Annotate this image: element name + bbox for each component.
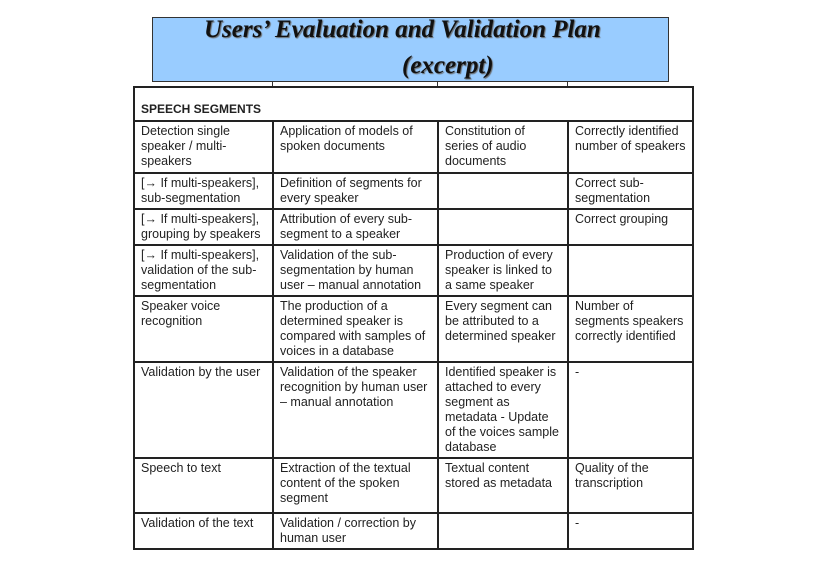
table-cell: [→ If multi-speakers], validation of the sub-segmentation: [134, 245, 273, 296]
table-row: [134, 513, 693, 549]
table-row: [134, 296, 693, 362]
table-cell: Application of models of spoken documents: [273, 121, 438, 173]
section-header-row: [134, 87, 693, 121]
table-row: [134, 173, 693, 209]
table-cell: [→ If multi-speakers], sub-segmentation: [134, 173, 273, 209]
table-row: [134, 209, 693, 245]
table-row: [134, 362, 693, 458]
table-cell: [568, 245, 693, 296]
table-cell: Identified speaker is attached to every segment as metadata - Update of the voices sample database: [438, 362, 568, 458]
table-cell: Quality of the transcription: [568, 458, 693, 513]
table-cell: [→ If multi-speakers], grouping by speakers: [134, 209, 273, 245]
table-cell: Attribution of every sub-segment to a speaker: [273, 209, 438, 245]
table-cell: Production of every speaker is linked to a same speaker: [438, 245, 568, 296]
table-cell: Validation by the user: [134, 362, 273, 458]
table-cell: Correctly identified number of speakers: [568, 121, 693, 173]
table-cell: Validation / correction by human user: [273, 513, 438, 549]
table-cell: -: [568, 513, 693, 549]
table-cell: Textual content stored as metadata: [438, 458, 568, 513]
table-row: [134, 245, 693, 296]
table-cell: [438, 173, 568, 209]
table-cell: Validation of the speaker recognition by human user – manual annotation: [273, 362, 438, 458]
table-cell: Extraction of the textual content of the spoken segment: [273, 458, 438, 513]
table-cell: Validation of the text: [134, 513, 273, 549]
table-cell: Speaker voice recognition: [134, 296, 273, 362]
table-cell: Number of segments speakers correctly identified: [568, 296, 693, 362]
table-row: [134, 458, 693, 513]
table-cell: Constitution of series of audio documents: [438, 121, 568, 173]
title-line-1: Users’ Evaluation and Validation Plan: [204, 16, 601, 43]
section-header: SPEECH SEGMENTS: [134, 87, 693, 121]
table-cell: [438, 513, 568, 549]
table-cell: Speech to text: [134, 458, 273, 513]
table-cell: [438, 209, 568, 245]
table-row: [134, 121, 693, 173]
table-cell: Correct grouping: [568, 209, 693, 245]
table-cell: Detection single speaker / multi-speakers: [134, 121, 273, 173]
table-cell: -: [568, 362, 693, 458]
table-cell: Correct sub-segmentation: [568, 173, 693, 209]
table-cell: Definition of segments for every speaker: [273, 173, 438, 209]
table-cell: Every segment can be attributed to a determined speaker: [438, 296, 568, 362]
evaluation-table: [133, 86, 694, 550]
title-line-2: (excerpt): [402, 52, 494, 79]
table-cell: Validation of the sub-segmentation by human user – manual annotation: [273, 245, 438, 296]
table-cell: The production of a determined speaker is compared with samples of voices in a database: [273, 296, 438, 362]
